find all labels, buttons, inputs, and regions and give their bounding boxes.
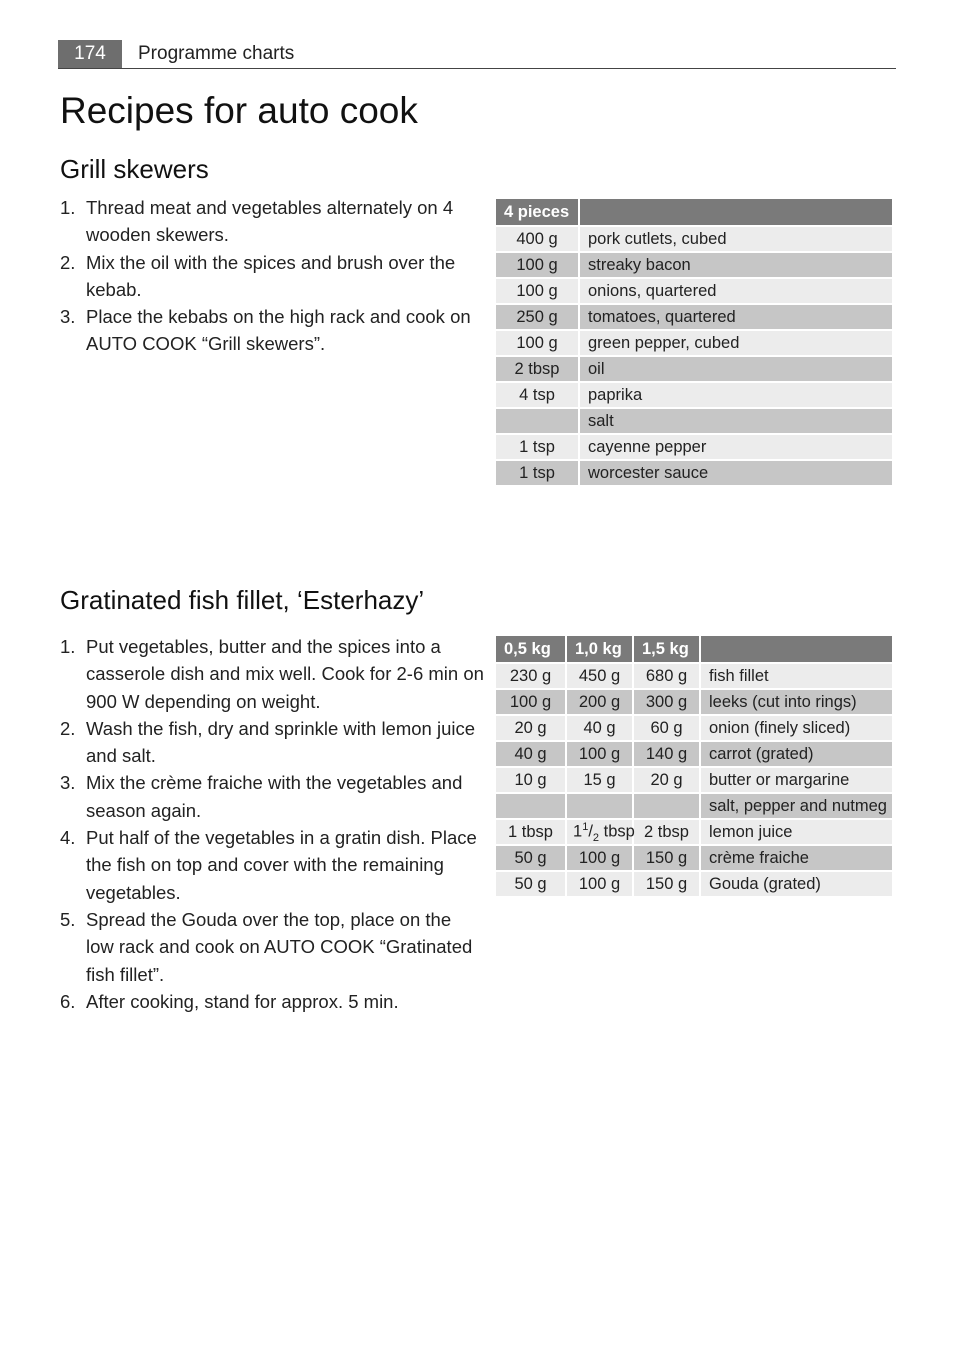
section-label: Programme charts — [138, 43, 295, 64]
step-item: 6. After cooking, stand for approx. 5 min. — [60, 990, 399, 1012]
page-title: Recipes for auto cook — [60, 90, 418, 131]
steps-fish-fillet — [60, 633, 484, 1015]
table-row: 100 g onions, quartered — [496, 279, 892, 303]
page-number: 174 — [58, 40, 122, 68]
table-row: 20 g 40 g 60 g onion (finely sliced) — [496, 716, 892, 740]
page-header — [58, 40, 896, 69]
step-item: 2. Wash the fish, dry and sprinkle with lemon juice and salt. — [60, 717, 476, 767]
table-row: 400 g pork cutlets, cubed — [496, 227, 892, 251]
step-item: 2. Mix the oil with the spices and brush over the kebab. — [60, 251, 456, 300]
table-row: 100 g streaky bacon — [496, 253, 892, 277]
table-header-row — [496, 199, 892, 225]
table-row: 40 g 100 g 140 g carrot (grated) — [496, 742, 892, 766]
table-row: 250 g tomatoes, quartered — [496, 305, 892, 329]
table-row: 50 g 100 g 150 g Gouda (grated) — [496, 872, 892, 896]
table-row: 230 g 450 g 680 g fish fillet — [496, 664, 892, 688]
column-header: 1,5 kg — [634, 636, 699, 662]
step-item: 4. Put half of the vegetables in a gratin dish. Place the fish on top and cover with the remaining vegetables. — [60, 827, 477, 903]
table-header-row — [496, 636, 892, 662]
ingredients-table-grill-skewers — [494, 197, 894, 487]
table-row: salt — [496, 409, 892, 433]
step-item: 5. Spread the Gouda over the top, place on the low rack and cook on AUTO COOK “Gratinated fish fillet”. — [60, 908, 473, 985]
column-header: 4 pieces — [496, 199, 578, 225]
table-row: 1 tsp worcester sauce — [496, 461, 892, 485]
recipe-title-fish-fillet: Gratinated fish fillet, ‘Esterhazy’ — [60, 585, 425, 615]
table-row: 2 tbsp oil — [496, 357, 892, 381]
column-header: 1,0 kg — [567, 636, 632, 662]
table-row: 100 g green pepper, cubed — [496, 331, 892, 355]
column-header — [580, 199, 892, 225]
table-row: 1 tsp cayenne pepper — [496, 435, 892, 459]
step-item: 1. Thread meat and vegetables alternately on 4 wooden skewers. — [60, 197, 454, 246]
table-row: 50 g 100 g 150 g crème fraiche — [496, 846, 892, 870]
table-row: 4 tsp paprika — [496, 383, 892, 407]
table-row: salt, pepper and nutmeg — [496, 794, 892, 818]
step-item: 1. Put vegetables, butter and the spices into a casserole dish and mix well. Cook for 2-6 min on 900 W depending on weight. — [60, 636, 484, 712]
steps-grill-skewers — [60, 194, 484, 358]
table-row: 100 g 200 g 300 g leeks (cut into rings) — [496, 690, 892, 714]
step-item: 3. Mix the crème fraiche with the vegetables and season again. — [60, 772, 463, 821]
table-row: 10 g 15 g 20 g butter or margarine — [496, 768, 892, 792]
recipe-title-grill-skewers: Grill skewers — [60, 154, 209, 184]
column-header — [701, 636, 892, 662]
ingredients-table-fish-fillet — [494, 634, 894, 898]
table-row: 1 tbsp $1^1/_2$ tbsp 2 tbsp lemon juice — [496, 820, 892, 844]
fraction-cell: $1^1/_2$ tbsp — [567, 820, 632, 844]
step-item: 3. Place the kebabs on the high rack and cook on AUTO COOK “Grill skewers”. — [60, 306, 471, 355]
column-header: 0,5 kg — [496, 636, 565, 662]
